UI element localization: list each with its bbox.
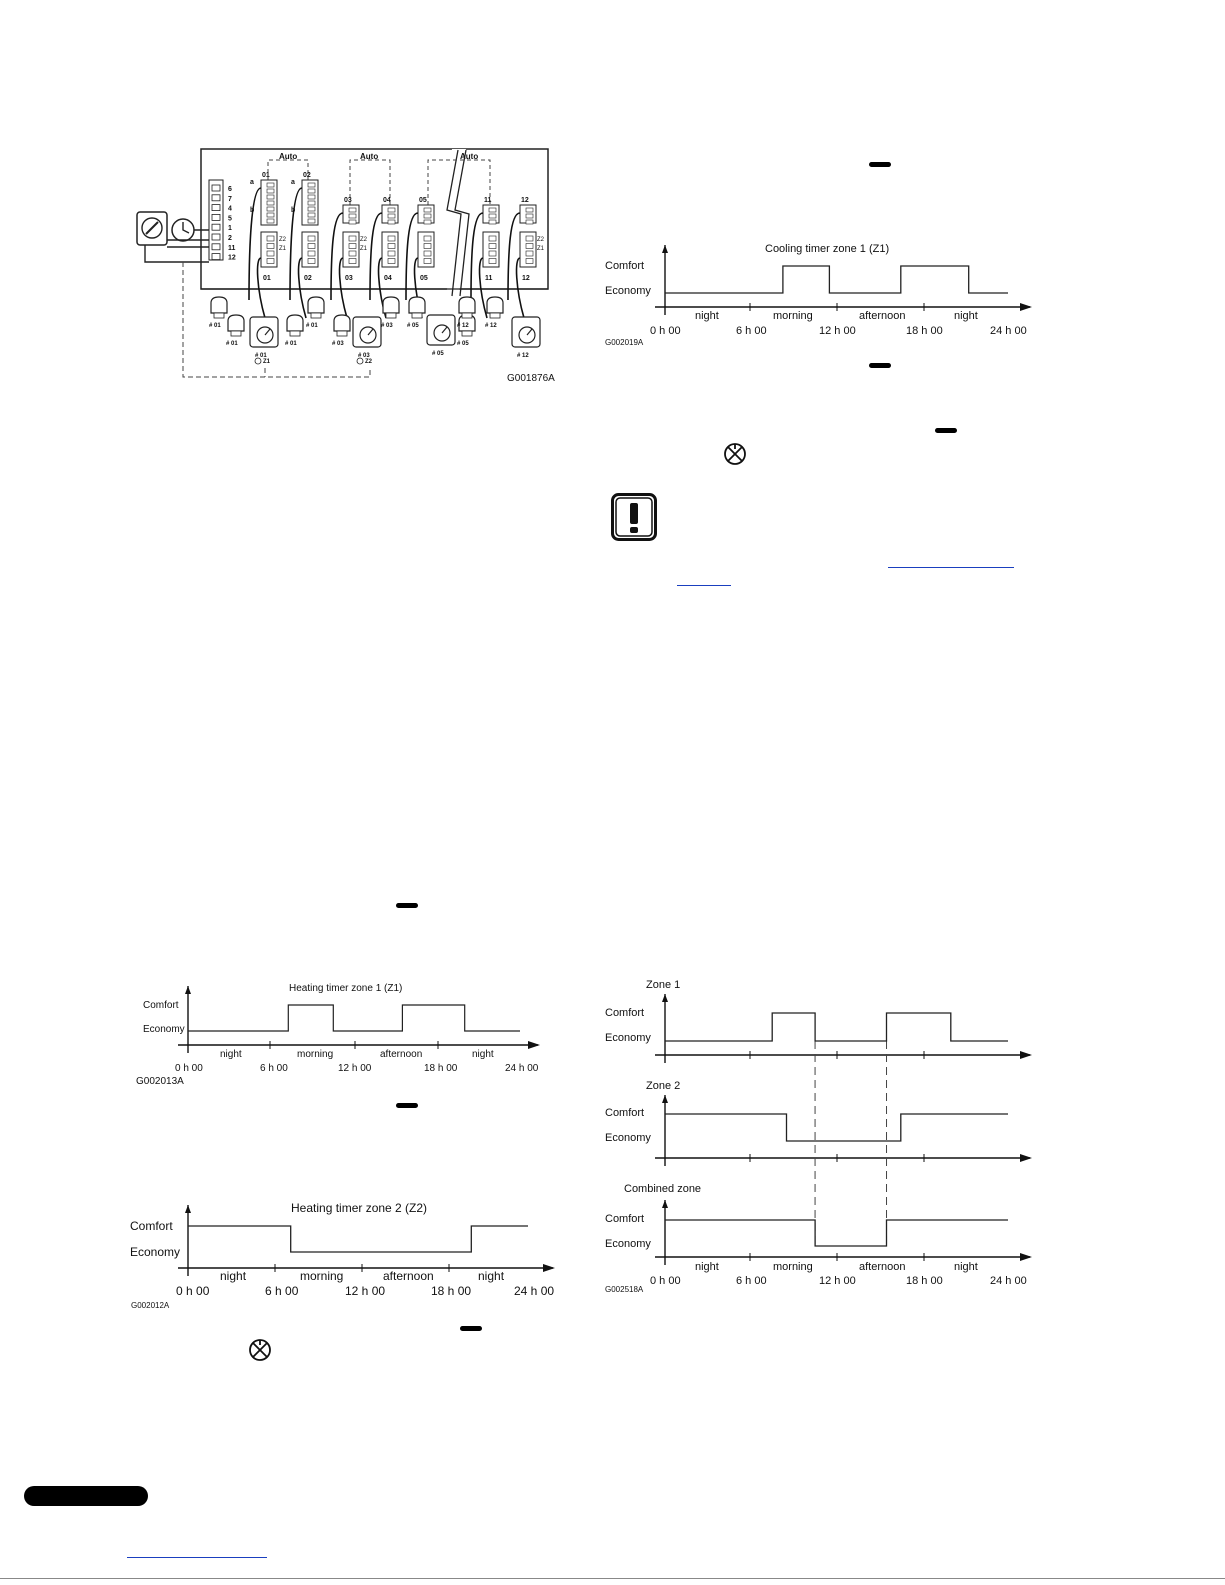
y-axis-arrow xyxy=(662,1200,668,1208)
heating-z2-figure-id: G002012A xyxy=(131,1301,170,1310)
actuator-label: # 05 xyxy=(407,323,419,329)
channel-upper-slot xyxy=(267,189,274,193)
channel-top-label: 11 xyxy=(484,197,492,204)
cooling-period-afternoon: afternoon xyxy=(859,310,906,322)
valve-symbol-icon xyxy=(722,441,748,467)
heating-z2-period-night-2: night xyxy=(478,1269,505,1283)
channel-upper-slot xyxy=(424,220,431,224)
cooling-tick-12: 12 h 00 xyxy=(819,325,856,337)
channel-lower-slot xyxy=(349,259,356,264)
terminal-number: 2 xyxy=(228,235,232,242)
heating-z2-tick-24: 24 h 00 xyxy=(514,1284,555,1298)
channel-lower-slot xyxy=(388,244,395,249)
heating-z1-level-comfort: Comfort xyxy=(143,1000,179,1011)
channel-lower-slot xyxy=(489,259,496,264)
zone2-level-comfort: Comfort xyxy=(605,1107,645,1119)
channel-lower-slot xyxy=(267,244,274,249)
thermostat-label: # 12 xyxy=(517,353,529,359)
channel-upper-slot xyxy=(308,189,315,193)
zone1-level-comfort: Comfort xyxy=(605,1007,645,1019)
combined-series-line xyxy=(665,1220,1008,1246)
channel-lower-slot xyxy=(349,244,356,249)
channel-upper-slot xyxy=(308,195,315,199)
actuator-label: # 03 xyxy=(381,323,393,329)
side-letter: a xyxy=(291,179,295,186)
channel-bottom-label: 12 xyxy=(522,275,530,282)
channel-upper-slot xyxy=(349,214,356,218)
zone2-label: Zone 2 xyxy=(646,1080,681,1092)
heating-z1-period-afternoon: afternoon xyxy=(380,1049,423,1060)
channel-upper-slot xyxy=(526,220,533,224)
combined-level-comfort: Comfort xyxy=(605,1213,645,1225)
terminal-number: 11 xyxy=(228,244,236,252)
channel-top-label: 05 xyxy=(419,197,427,204)
channel-lower-slot xyxy=(308,259,315,264)
channel-lower-slot xyxy=(424,251,431,256)
channel-bottom-label: 02 xyxy=(304,275,312,282)
channel-upper-slot xyxy=(308,183,315,187)
auto-label-1: Auto xyxy=(279,152,298,161)
actuator-base xyxy=(412,313,422,318)
actuator-label: # 12 xyxy=(457,323,469,329)
combined-level-economy: Economy xyxy=(605,1238,651,1250)
channel-upper-slot xyxy=(267,207,274,211)
actuator-base xyxy=(386,313,396,318)
actuator-base xyxy=(337,331,347,336)
heating-z2-level-economy: Economy xyxy=(130,1245,181,1259)
terminal-number: 5 xyxy=(228,215,232,223)
reference-link-underline[interactable] xyxy=(888,567,1014,568)
channel-upper-slot xyxy=(489,214,496,218)
channel-lower-slot xyxy=(349,251,356,256)
heating-z1-series-line xyxy=(188,1005,520,1031)
heating-z2-period-afternoon: afternoon xyxy=(383,1269,434,1283)
actuator-base xyxy=(231,331,241,336)
cooling-period-morning: morning xyxy=(773,310,813,322)
terminal-slot xyxy=(212,195,220,201)
cooling-period-night-1: night xyxy=(695,310,719,322)
channel-upper-slot xyxy=(388,220,395,224)
actuator-cap xyxy=(211,297,227,313)
heating-z1-tick-6: 6 h 00 xyxy=(260,1063,288,1074)
heating-z2-period-night-1: night xyxy=(220,1269,247,1283)
actuator-label: # 01 xyxy=(285,341,297,347)
heating-z2-tick-6: 6 h 00 xyxy=(265,1284,299,1298)
heating-z2-level-comfort: Comfort xyxy=(130,1219,173,1233)
zone1-series-line xyxy=(665,1013,1008,1041)
combined-tick-6: 6 h 00 xyxy=(736,1275,767,1287)
terminal-slot xyxy=(212,214,220,220)
heating-z1-chart xyxy=(130,978,550,1093)
cooling-figure-id: G002019A xyxy=(605,338,644,347)
minus-key-icon xyxy=(869,363,891,368)
heating-z1-tick-0: 0 h 00 xyxy=(175,1063,203,1074)
actuator-base xyxy=(462,331,472,336)
combined-figure-id: G002518A xyxy=(605,1285,644,1294)
x-axis-arrow xyxy=(1020,1051,1032,1059)
channel-upper-slot xyxy=(526,214,533,218)
combined-tick-18: 18 h 00 xyxy=(906,1275,943,1287)
terminal-slot xyxy=(212,205,220,211)
timer-zone-label: Z2 xyxy=(365,359,373,365)
channel-upper-slot xyxy=(424,208,431,212)
warning-exclamation-icon xyxy=(611,493,657,541)
zone2-level-economy: Economy xyxy=(605,1132,651,1144)
zone-mark: Z1 xyxy=(537,246,545,252)
zone1-label: Zone 1 xyxy=(646,979,681,991)
channel-upper-slot xyxy=(349,220,356,224)
terminal-number: 6 xyxy=(228,186,232,193)
channel-bottom-label: 03 xyxy=(345,275,353,282)
channel-upper-slot xyxy=(388,214,395,218)
heating-z2-period-morning: morning xyxy=(300,1269,344,1283)
channel-lower-slot xyxy=(489,251,496,256)
zone-mark: Z2 xyxy=(279,237,287,243)
actuator-cap xyxy=(409,297,425,313)
channel-lower-slot xyxy=(388,251,395,256)
channel-lower-slot xyxy=(308,251,315,256)
heating-z1-figure-id: G002013A xyxy=(136,1076,184,1087)
heating-z1-period-morning: morning xyxy=(297,1049,334,1060)
channel-upper-slot xyxy=(267,195,274,199)
x-axis-arrow xyxy=(543,1264,555,1272)
cooling-chart-title: Cooling timer zone 1 (Z1) xyxy=(765,243,890,255)
cooling-period-night-2: night xyxy=(954,310,978,322)
wiring-figure-id: G001876A xyxy=(507,373,555,384)
actuator-label: # 01 xyxy=(209,323,221,329)
cooling-level-economy: Economy xyxy=(605,285,651,297)
actuator-cap xyxy=(459,297,475,313)
heating-z1-period-night-1: night xyxy=(220,1049,242,1060)
channel-bottom-label: 11 xyxy=(485,275,493,282)
actuator-cap xyxy=(334,315,350,331)
cooling-level-comfort: Comfort xyxy=(605,260,645,272)
channel-upper-slot xyxy=(526,208,533,212)
cooling-series-line xyxy=(665,266,1008,293)
combined-period-night-2: night xyxy=(954,1261,978,1273)
minus-key-icon xyxy=(460,1326,482,1331)
terminal-number: 12 xyxy=(228,254,236,262)
channel-lower-slot xyxy=(388,259,395,264)
channel-upper-slot xyxy=(308,201,315,205)
combined-period-afternoon: afternoon xyxy=(859,1261,906,1273)
actuator-cap xyxy=(308,297,324,313)
terminal-number: 1 xyxy=(228,225,232,233)
actuator-base xyxy=(490,313,500,318)
terminal-number: 4 xyxy=(228,205,232,213)
valve-symbol-icon xyxy=(247,1337,273,1363)
channel-upper-slot xyxy=(267,183,274,187)
footer-link-underline[interactable] xyxy=(127,1557,267,1558)
channel-upper-slot xyxy=(489,208,496,212)
heating-z2-series-line xyxy=(188,1226,528,1252)
combined-zone-chart xyxy=(600,975,1040,1295)
heating-z1-level-economy: Economy xyxy=(143,1024,185,1035)
channel-lower-slot xyxy=(526,244,533,249)
actuator-label: # 03 xyxy=(332,341,344,347)
channel-top-label: 01 xyxy=(262,172,270,179)
channel-upper-slot xyxy=(308,213,315,217)
auto-label-2: Auto xyxy=(360,152,379,161)
heating-z1-tick-24: 24 h 00 xyxy=(505,1063,539,1074)
channel-top-label: 03 xyxy=(344,197,352,204)
actuator-base xyxy=(290,331,300,336)
channel-lower-slot xyxy=(308,244,315,249)
heating-z1-title: Heating timer zone 1 (Z1) xyxy=(289,983,403,994)
heating-z2-tick-18: 18 h 00 xyxy=(431,1284,472,1298)
actuator-base xyxy=(214,313,224,318)
zone-mark: Z2 xyxy=(360,237,368,243)
combined-period-night-1: night xyxy=(695,1261,719,1273)
actuator-base xyxy=(311,313,321,318)
zone1-level-economy: Economy xyxy=(605,1032,651,1044)
heating-z2-title: Heating timer zone 2 (Z2) xyxy=(291,1201,428,1215)
channel-bottom-label: 04 xyxy=(384,275,392,282)
y-axis-arrow xyxy=(662,994,668,1002)
y-axis-arrow xyxy=(662,245,668,253)
channel-lower-slot xyxy=(526,251,533,256)
actuator-cap xyxy=(487,297,503,313)
footer-rule xyxy=(0,1578,1225,1579)
heating-z1-tick-18: 18 h 00 xyxy=(424,1063,458,1074)
combined-zone-label: Combined zone xyxy=(624,1183,702,1195)
terminal-slot xyxy=(212,185,220,191)
thermostat-label: # 01 xyxy=(255,353,267,359)
channel-lower-slot xyxy=(308,236,315,241)
zone-mark: Z2 xyxy=(537,237,545,243)
heating-z1-tick-12: 12 h 00 xyxy=(338,1063,372,1074)
cooling-tick-6: 6 h 00 xyxy=(736,325,767,337)
actuator-cap xyxy=(287,315,303,331)
terminal-slot xyxy=(212,234,220,240)
x-axis-arrow xyxy=(1020,1154,1032,1162)
zone-mark: Z1 xyxy=(360,246,368,252)
actuator-cap xyxy=(228,315,244,331)
page-number-tab xyxy=(24,1486,148,1506)
channel-top-label: 04 xyxy=(383,197,391,204)
channel-lower-slot xyxy=(267,236,274,241)
channel-lower-slot xyxy=(526,236,533,241)
minus-key-icon xyxy=(396,1103,418,1108)
heating-z2-chart xyxy=(125,1195,565,1315)
channel-upper-slot xyxy=(267,213,274,217)
actuator-label: # 01 xyxy=(306,323,318,329)
channel-bottom-label: 05 xyxy=(420,275,428,282)
channel-lower-slot xyxy=(349,236,356,241)
channel-lower-slot xyxy=(424,244,431,249)
combined-tick-0: 0 h 00 xyxy=(650,1275,681,1287)
thermostat-label: # 03 xyxy=(358,353,370,359)
terminal-slot xyxy=(212,244,220,250)
channel-upper-slot xyxy=(489,220,496,224)
side-letter: b xyxy=(291,207,296,214)
side-letter: a xyxy=(250,179,254,186)
channel-lower-slot xyxy=(267,259,274,264)
minus-key-icon xyxy=(396,903,418,908)
cooling-tick-0: 0 h 00 xyxy=(650,325,681,337)
combined-period-morning: morning xyxy=(773,1261,813,1273)
timer-zone-label: Z1 xyxy=(263,359,271,365)
minus-key-icon xyxy=(935,428,957,433)
channel-upper-slot xyxy=(308,219,315,223)
terminal-slot xyxy=(212,224,220,230)
actuator-base xyxy=(462,313,472,318)
terminal-slot xyxy=(212,254,220,260)
side-letter: b xyxy=(250,207,255,214)
channel-lower-slot xyxy=(526,259,533,264)
terminal-number: 7 xyxy=(228,195,232,203)
actuator-cap xyxy=(383,297,399,313)
channel-lower-slot xyxy=(489,236,496,241)
channel-upper-slot xyxy=(424,214,431,218)
x-axis-arrow xyxy=(528,1041,540,1049)
channel-lower-slot xyxy=(424,236,431,241)
channel-lower-slot xyxy=(424,259,431,264)
channel-lower-slot xyxy=(388,236,395,241)
combined-tick-24: 24 h 00 xyxy=(990,1275,1027,1287)
x-axis-arrow xyxy=(1020,303,1032,311)
heating-z2-tick-0: 0 h 00 xyxy=(176,1284,210,1298)
minus-key-icon xyxy=(869,162,891,167)
auto-label-3: Auto xyxy=(460,152,479,161)
combined-tick-12: 12 h 00 xyxy=(819,1275,856,1287)
cooling-timer-chart xyxy=(600,235,1040,350)
channel-upper-slot xyxy=(388,208,395,212)
cooling-tick-18: 18 h 00 xyxy=(906,325,943,337)
actuator-label: # 12 xyxy=(485,323,497,329)
channel-lower-slot xyxy=(489,244,496,249)
channel-top-label: 02 xyxy=(303,172,311,179)
zone2-series-line xyxy=(665,1114,1008,1141)
actuator-label: # 05 xyxy=(457,341,469,347)
y-axis-arrow xyxy=(185,1205,191,1213)
channel-bottom-label: 01 xyxy=(263,275,271,282)
cooling-tick-24: 24 h 00 xyxy=(990,325,1027,337)
reference-link-underline[interactable] xyxy=(677,585,731,586)
channel-upper-slot xyxy=(267,219,274,223)
actuator-label: # 01 xyxy=(226,341,238,347)
zone-mark: Z1 xyxy=(279,246,287,252)
channel-upper-slot xyxy=(349,208,356,212)
channel-upper-slot xyxy=(308,207,315,211)
channel-lower-slot xyxy=(267,251,274,256)
heating-z2-tick-12: 12 h 00 xyxy=(345,1284,386,1298)
thermostat-label: # 05 xyxy=(432,351,444,357)
x-axis-arrow xyxy=(1020,1253,1032,1261)
heating-z1-period-night-2: night xyxy=(472,1049,494,1060)
channel-top-label: 12 xyxy=(521,197,529,204)
y-axis-arrow xyxy=(185,986,191,994)
channel-upper-slot xyxy=(267,201,274,205)
y-axis-arrow xyxy=(662,1095,668,1103)
